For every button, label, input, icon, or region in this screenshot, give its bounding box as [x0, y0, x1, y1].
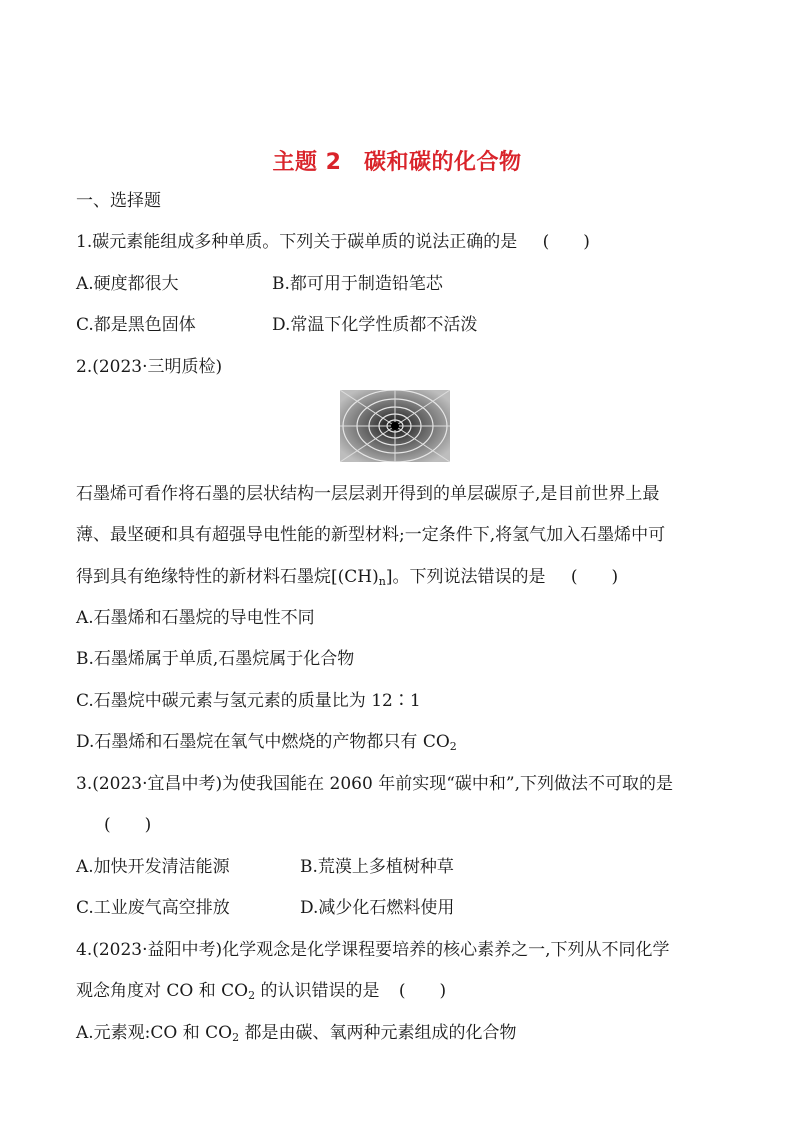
- q2-option-c: C.石墨烷中碳元素与氢元素的质量比为 12∶1: [76, 691, 421, 711]
- q2-option-d-pre: D.石墨烯和石墨烷在氧气中燃烧的产物都只有 CO: [76, 732, 450, 752]
- q1-option-a: A.硬度都很大: [76, 274, 179, 294]
- q4-stem2-sub: 2: [248, 989, 256, 1002]
- q2-para-line1: 石墨烯可看作将石墨的层状结构一层层剥开得到的单层碳原子,是目前世界上最: [76, 484, 660, 504]
- q3-answer-bracket: ( ): [104, 815, 152, 835]
- q4-option-a-pre: A.元素观:CO 和 CO: [76, 1023, 233, 1043]
- q2-option-d: [76, 731, 457, 753]
- q4-stem2-post: 的认识错误的是: [255, 981, 380, 1001]
- q4-option-a-post: 都是由碳、氧两种元素组成的化合物: [239, 1023, 517, 1043]
- q3-option-b: B.荒漠上多植树种草: [300, 857, 454, 877]
- q4-answer-bracket: ( ): [398, 981, 447, 1001]
- q1-option-d: D.常温下化学性质都不活泼: [272, 315, 478, 335]
- q2-para-line2: 薄、最坚硬和具有超强导电性能的新型材料;一定条件下,将氢气加入石墨烯中可: [76, 525, 666, 545]
- q1-answer-bracket: ( ): [542, 232, 590, 252]
- q2-para3-pre: 得到具有绝缘特性的新材料石墨烷[(CH): [76, 567, 379, 587]
- q1-option-b: B.都可用于制造铅笔芯: [272, 274, 443, 294]
- q2-option-a: A.石墨烯和石墨烷的导电性不同: [76, 608, 315, 628]
- q4-stem-line2: [76, 980, 446, 1002]
- page-title: 主题 2 碳和碳的化合物: [272, 150, 522, 175]
- q4-stem: 4.(2023·益阳中考)化学观念是化学课程要培养的核心素养之一,下列从不同化学: [76, 940, 670, 960]
- q2-option-b: B.石墨烯属于单质,石墨烷属于化合物: [76, 649, 355, 669]
- q1-option-c: C.都是黑色固体: [76, 315, 196, 335]
- q2-option-d-sub: 2: [449, 740, 457, 753]
- q3-option-a: A.加快开发清洁能源: [76, 857, 230, 877]
- q2-stem: 2.(2023·三明质检): [76, 357, 223, 377]
- graphene-tunnel-image: [340, 390, 450, 462]
- q4-option-a-sub: 2: [232, 1031, 240, 1044]
- q3-option-c: C.工业废气高空排放: [76, 898, 230, 918]
- q1-stem-text: 1.碳元素能组成多种单质。下列关于碳单质的说法正确的是: [76, 232, 518, 252]
- q1-stem: [76, 231, 590, 253]
- q2-para3-post: ]。下列说法错误的是: [385, 567, 546, 587]
- q2-para-line3: [76, 566, 618, 588]
- q3-option-d: D.减少化石燃料使用: [300, 898, 455, 918]
- section-heading: 一、选择题: [76, 191, 161, 211]
- q3-stem: 3.(2023·宜昌中考)为使我国能在 2060 年前实现“碳中和”,下列做法不可取的是: [76, 774, 674, 794]
- graphene-illustration: [340, 390, 450, 462]
- q2-answer-bracket: ( ): [570, 567, 619, 587]
- q2-para3-sub: n: [378, 575, 386, 588]
- q4-stem2-pre: 观念角度对 CO 和 CO: [76, 981, 249, 1001]
- q4-option-a: [76, 1022, 517, 1044]
